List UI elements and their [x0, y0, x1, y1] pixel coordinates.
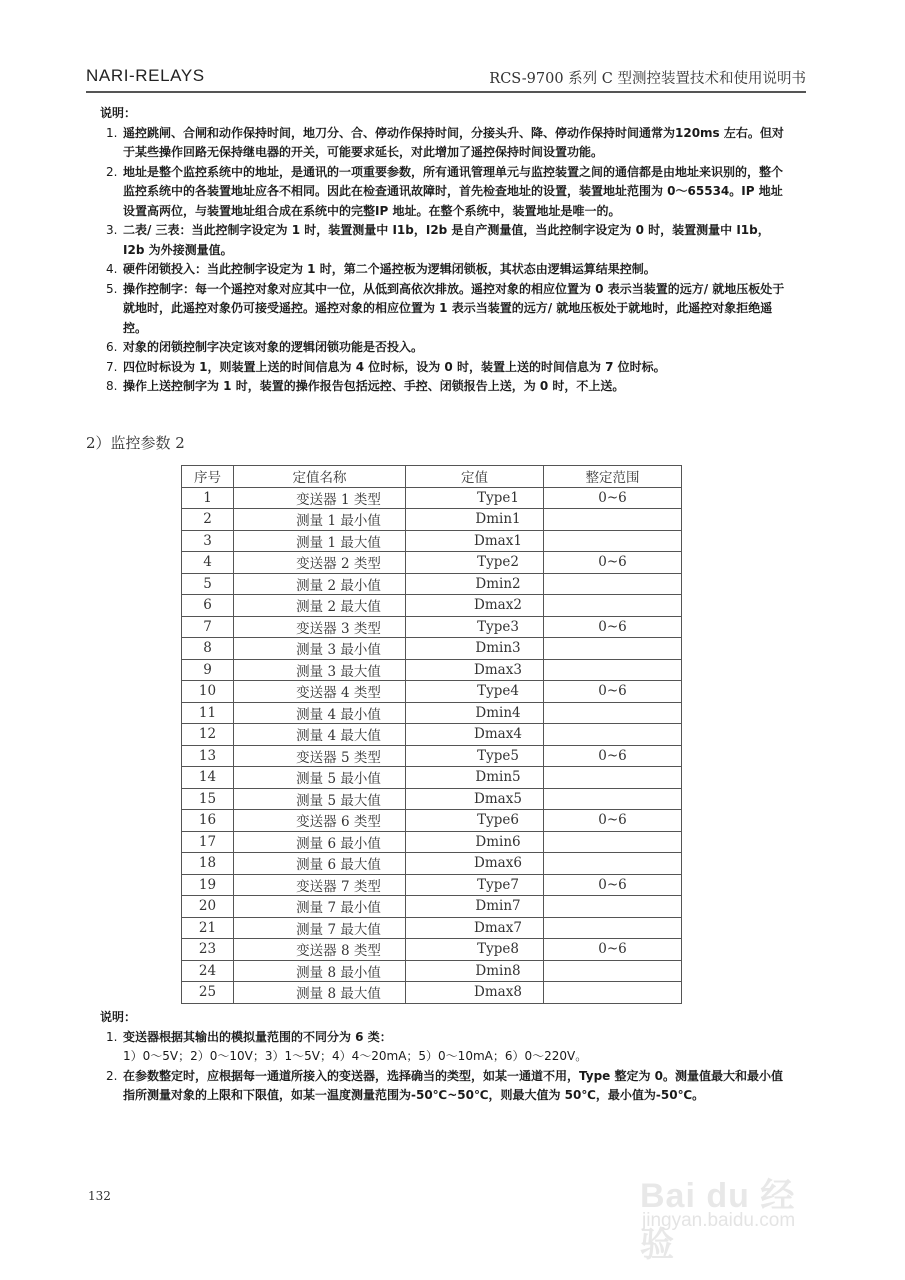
cell-range: 0~6 — [544, 810, 682, 832]
table-row — [182, 939, 682, 961]
cell-name: 测量 5 最小值 — [234, 767, 406, 789]
cell-index: 5 — [182, 573, 234, 595]
cell-index: 12 — [182, 724, 234, 746]
cell-range: 0~6 — [544, 939, 682, 961]
cell-value: Type4 — [406, 681, 544, 703]
cell-index: 7 — [182, 616, 234, 638]
cell-name: 测量 6 最大值 — [234, 853, 406, 875]
cell-value: Type5 — [406, 745, 544, 767]
cell-index: 3 — [182, 530, 234, 552]
cell-index: 9 — [182, 659, 234, 681]
cell-index: 14 — [182, 767, 234, 789]
cell-name: 测量 3 最大值 — [234, 659, 406, 681]
table-row — [182, 874, 682, 896]
cell-value: Dmax6 — [406, 853, 544, 875]
cell-value: Dmax2 — [406, 595, 544, 617]
cell-name: 变送器 1 类型 — [234, 487, 406, 509]
table-row — [182, 702, 682, 724]
cell-range — [544, 767, 682, 789]
table-row — [182, 724, 682, 746]
header-name: 定值名称 — [234, 466, 406, 488]
cell-value: Dmin1 — [406, 509, 544, 531]
table-row — [182, 745, 682, 767]
cell-value: Dmax8 — [406, 982, 544, 1004]
cell-index: 1 — [182, 487, 234, 509]
cell-index: 20 — [182, 896, 234, 918]
note-item: 7. 四位时标设为 1，则装置上送的时间信息为 4 位时标，设为 0 时，装置上送的时间信息为 7 位时标。 — [106, 359, 666, 374]
note-item: 2. 在参数整定时，应根据每一通道所接入的变送器，选择确当的类型，如某一通道不用，Type 整定为 0。测量值最大和最小值指所测量对象的上限和下限值，如某一温度测量范围为-50℃~50℃，则最大值为 50℃，最小值为-50℃。 — [106, 1068, 784, 1102]
cell-value: Dmin6 — [406, 831, 544, 853]
cell-index: 8 — [182, 638, 234, 660]
params-table — [181, 465, 682, 1004]
note-item: 5. 操作控制字：每一个遥控对象对应其中一位，从低到高依次排放。遥控对象的相应位置为 0 表示当装置的远方/ 就地压板处于就地时，此遥控对象仍可接受遥控。遥控对象的相应位置为 1 表示当装置的远方/ 就地压板处于就地时，此遥控对象拒绝遥控。 — [106, 281, 785, 335]
cell-name: 测量 2 最小值 — [234, 573, 406, 595]
table-row — [182, 810, 682, 832]
cell-range — [544, 896, 682, 918]
cell-value: Dmin3 — [406, 638, 544, 660]
table-row — [182, 681, 682, 703]
notes-bottom — [100, 1008, 790, 1106]
note-item: 1. 变送器根据其输出的模拟量范围的不同分为 6 类： — [106, 1029, 392, 1044]
note-item: 3. 二表/ 三表：当此控制字设定为 1 时，装置测量中 I1b，I2b 是自产测量值，当此控制字设定为 0 时，装置测量中 I1b，I2b 为外接测量值。 — [106, 223, 770, 257]
cell-range: 0~6 — [544, 552, 682, 574]
table-row — [182, 831, 682, 853]
table-row — [182, 573, 682, 595]
page-number: 132 — [88, 1189, 111, 1203]
cell-index: 23 — [182, 939, 234, 961]
cell-range: 0~6 — [544, 681, 682, 703]
cell-name: 测量 5 最大值 — [234, 788, 406, 810]
cell-index: 16 — [182, 810, 234, 832]
cell-value: Dmax4 — [406, 724, 544, 746]
table-header-row — [182, 466, 682, 488]
header-range: 整定范围 — [544, 466, 682, 488]
cell-value: Dmin4 — [406, 702, 544, 724]
cell-range — [544, 638, 682, 660]
cell-index: 25 — [182, 982, 234, 1004]
notes-label: 说明： — [100, 1010, 137, 1024]
cell-index: 2 — [182, 509, 234, 531]
cell-name: 变送器 3 类型 — [234, 616, 406, 638]
baidu-logo: Bai du 经验 — [640, 1177, 796, 1264]
cell-value: Type6 — [406, 810, 544, 832]
table-row — [182, 960, 682, 982]
cell-name: 测量 2 最大值 — [234, 595, 406, 617]
table-row — [182, 487, 682, 509]
cell-index: 17 — [182, 831, 234, 853]
note-item: 8. 操作上送控制字为 1 时，装置的操作报告包括远控、手控、闭锁报告上送，为 0 时，不上送。 — [106, 379, 625, 393]
cell-value: Dmax5 — [406, 788, 544, 810]
notes-label: 说明： — [100, 106, 137, 120]
header-value: 定值 — [406, 466, 544, 488]
cell-index: 24 — [182, 960, 234, 982]
cell-value: Type1 — [406, 487, 544, 509]
cell-name: 测量 4 最大值 — [234, 724, 406, 746]
cell-name: 测量 7 最大值 — [234, 917, 406, 939]
cell-range — [544, 530, 682, 552]
cell-range: 0~6 — [544, 616, 682, 638]
cell-value: Dmax3 — [406, 659, 544, 681]
cell-range — [544, 595, 682, 617]
table-row — [182, 552, 682, 574]
note-item: 4. 硬件闭锁投入：当此控制字设定为 1 时，第二个遥控板为逻辑闭锁板，其状态由逻辑运算结果控制。 — [106, 262, 656, 276]
brand-name: NARI-RELAYS — [86, 66, 205, 85]
cell-value: Type2 — [406, 552, 544, 574]
cell-range: 0~6 — [544, 745, 682, 767]
cell-name: 测量 1 最小值 — [234, 509, 406, 531]
table-row — [182, 659, 682, 681]
cell-value: Dmin8 — [406, 960, 544, 982]
cell-name: 变送器 7 类型 — [234, 874, 406, 896]
cell-range: 0~6 — [544, 874, 682, 896]
cell-value: Dmax7 — [406, 917, 544, 939]
cell-index: 6 — [182, 595, 234, 617]
cell-name: 测量 8 最小值 — [234, 960, 406, 982]
cell-range — [544, 831, 682, 853]
table-row — [182, 638, 682, 660]
cell-name: 测量 4 最小值 — [234, 702, 406, 724]
cell-name: 测量 3 最小值 — [234, 638, 406, 660]
cell-value: Dmin2 — [406, 573, 544, 595]
table-row — [182, 917, 682, 939]
cell-range — [544, 659, 682, 681]
cell-value: Dmax1 — [406, 530, 544, 552]
table-row — [182, 982, 682, 1004]
cell-value: Type7 — [406, 874, 544, 896]
cell-index: 19 — [182, 874, 234, 896]
table-row — [182, 788, 682, 810]
table-row — [182, 896, 682, 918]
note-item: 6. 对象的闭锁控制字决定该对象的逻辑闭锁功能是否投入。 — [106, 340, 424, 354]
cell-value: Dmin5 — [406, 767, 544, 789]
note-item: 1. 遥控跳闸、合闸和动作保持时间，地刀分、合、停动作保持时间，分接头升、降、停动作保持时间通常为120ms 左右。但对于某些操作回路无保持继电器的开关，可能要求延长，对此增加了遥控保持时间设置功能。 — [106, 125, 784, 159]
cell-range — [544, 509, 682, 531]
cell-range — [544, 573, 682, 595]
cell-value: Dmin7 — [406, 896, 544, 918]
cell-index: 10 — [182, 681, 234, 703]
cell-range — [544, 917, 682, 939]
cell-range — [544, 702, 682, 724]
note-subtext: 1）0～5V；2）0～10V；3）1～5V；4）4～20mA；5）0～10mA；6）0～220V。 — [123, 1049, 588, 1063]
header-index: 序号 — [182, 466, 234, 488]
document-title: RCS-9700 系列 C 型测控装置技术和使用说明书 — [489, 71, 806, 87]
cell-range — [544, 853, 682, 875]
cell-range — [544, 724, 682, 746]
table-row — [182, 530, 682, 552]
cell-range — [544, 788, 682, 810]
cell-value: Type8 — [406, 939, 544, 961]
baidu-watermark — [640, 1150, 800, 1264]
table-row — [182, 595, 682, 617]
cell-name: 变送器 2 类型 — [234, 552, 406, 574]
table-row — [182, 616, 682, 638]
cell-name: 变送器 6 类型 — [234, 810, 406, 832]
cell-index: 11 — [182, 702, 234, 724]
cell-range — [544, 960, 682, 982]
cell-name: 测量 6 最小值 — [234, 831, 406, 853]
cell-index: 21 — [182, 917, 234, 939]
cell-value: Type3 — [406, 616, 544, 638]
cell-name: 测量 8 最大值 — [234, 982, 406, 1004]
cell-index: 15 — [182, 788, 234, 810]
cell-range: 0~6 — [544, 487, 682, 509]
notes-top — [100, 104, 790, 397]
section-heading: 2）监控参数 2 — [86, 434, 185, 452]
note-item: 2. 地址是整个监控系统中的地址，是通讯的一项重要参数，所有通讯管理单元与监控装置之间的通信都是由地址来识别的，整个监控系统中的各装置地址应各不相同。因此在检查通讯故障时，首先检查地址的设置，装置地址范围为 0～65534。IP 地址设置高两位，与装置地址组合成在系统中的完整IP 地址。在整个系统中，装置地址是唯一的。 — [106, 164, 784, 218]
cell-name: 变送器 4 类型 — [234, 681, 406, 703]
table-row — [182, 853, 682, 875]
cell-name: 变送器 8 类型 — [234, 939, 406, 961]
cell-index: 4 — [182, 552, 234, 574]
table-row — [182, 509, 682, 531]
cell-index: 13 — [182, 745, 234, 767]
cell-index: 18 — [182, 853, 234, 875]
page-header — [86, 64, 806, 92]
cell-range — [544, 982, 682, 1004]
header-divider — [86, 91, 806, 93]
table-row — [182, 767, 682, 789]
cell-name: 变送器 5 类型 — [234, 745, 406, 767]
watermark-url: jingyan.baidu.com — [642, 1210, 796, 1231]
cell-name: 测量 1 最大值 — [234, 530, 406, 552]
table-body — [182, 487, 682, 1003]
cell-name: 测量 7 最小值 — [234, 896, 406, 918]
